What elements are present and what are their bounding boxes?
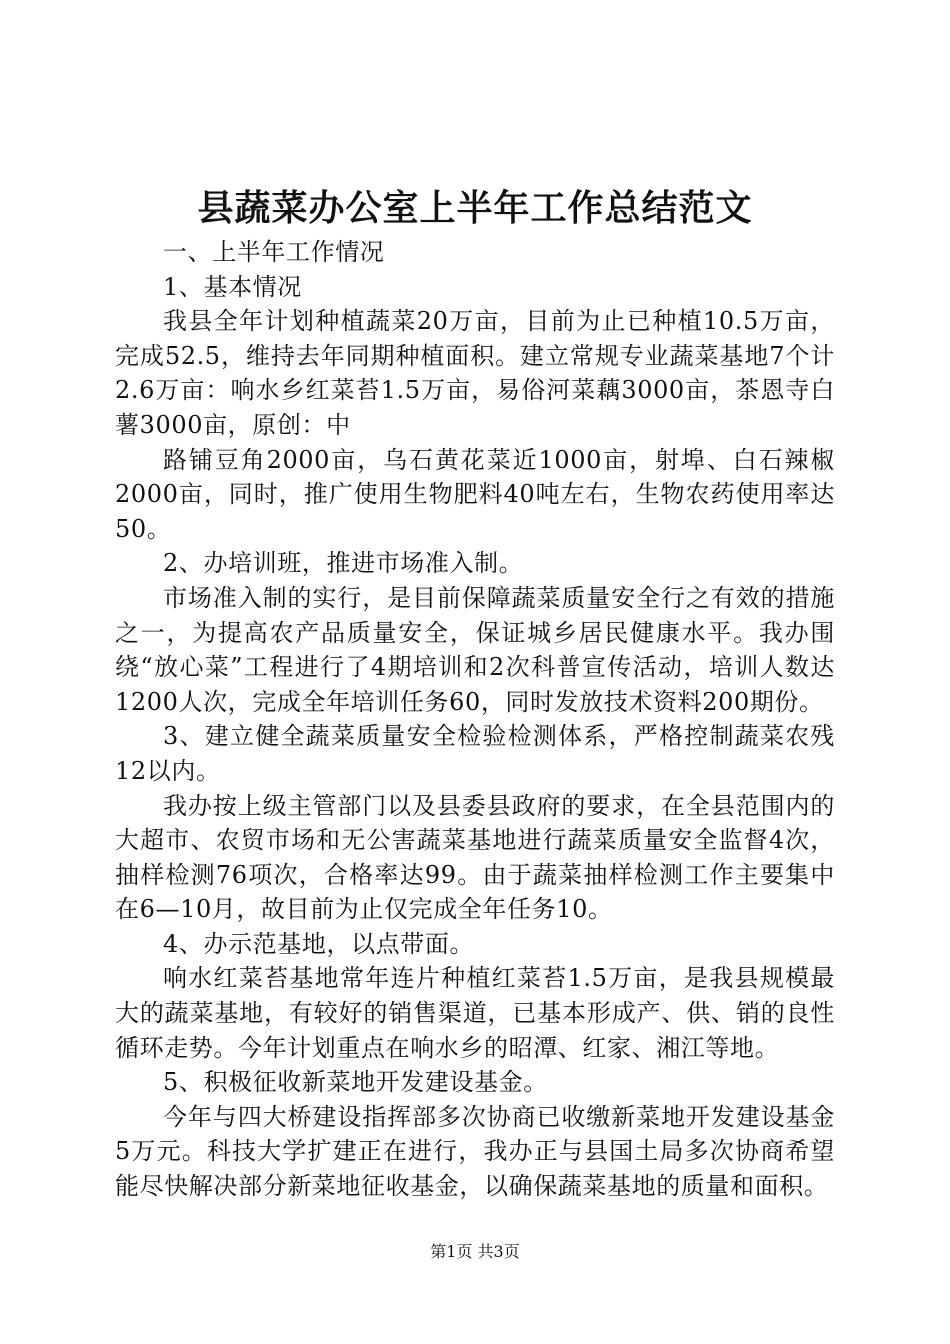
body-paragraph: 响水红菜苔基地常年连片种植红菜苔1.5万亩，是我县规模最大的蔬菜基地，有较好的销售渠道，已基本形成产、供、销的良性循环走势。今年计划重点在响水乡的昭潭、红家、湘江等地。 (115, 964, 835, 1062)
body-paragraph: 我办按上级主管部门以及县委县政府的要求，在全县范围内的大超市、农贸市场和无公害蔬菜基地进行蔬菜质量安全监督4次，抽样检测76项次，合格率达99。由于蔬菜抽样检测工作主要集中在6—10月，故目前为止仅完成全年任务10。 (115, 791, 835, 924)
subsection-heading: 5、积极征收新菜地开发建设基金。 (163, 1068, 548, 1097)
body-paragraph: 今年与四大桥建设指挥部多次协商已收缴新菜地开发建设基金5万元。科技大学扩建正在进行，我办正与县国土局多次协商希望能尽快解决部分新菜地征收基金，以确保蔬菜基地的质量和面积。 (115, 1102, 835, 1201)
body-paragraph: 我县全年计划种植蔬菜20万亩，目前为止已种植10.5万亩，完成52.5，维持去年同期种植面积。建立常规专业蔬菜基地7个计2.6万亩：响水乡红菜苔1.5万亩，易俗河菜藕3000亩，茶恩寺白薯3000亩，原创：中 (115, 307, 835, 439)
body-paragraph: 市场准入制的实行，是目前保障蔬菜质量安全行之有效的措施之一，为提高农产品质量安全，保证城乡居民健康水平。我办围绕“放心菜”工程进行了4期培训和2次科普宣传活动，培训人数达1200人次，完成全年培训任务60，同时发放技术资料200期份。 (115, 583, 835, 716)
body-paragraph: 路铺豆角2000亩，乌石黄花菜近1000亩，射埠、白石辣椒2000亩，同时，推广使用生物肥料40吨左右，生物农药使用率达50。 (115, 445, 835, 543)
subsection-heading: 2、办培训班，推进市场准入制。 (163, 549, 524, 578)
page-footer: 第1页 共3页 (430, 1242, 520, 1261)
subsection-heading: 4、办示范基地，以点带面。 (163, 929, 475, 958)
document-title: 县蔬菜办公室上半年工作总结范文 (197, 187, 753, 229)
subsection-heading: 1、基本情况 (163, 272, 302, 301)
subsection-heading: 3、建立健全蔬菜质量安全检验检测体系，严格控制蔬菜农残12以内。 (115, 722, 835, 785)
section-heading: 一、上半年工作情况 (163, 238, 385, 266)
document-body (115, 235, 835, 1204)
